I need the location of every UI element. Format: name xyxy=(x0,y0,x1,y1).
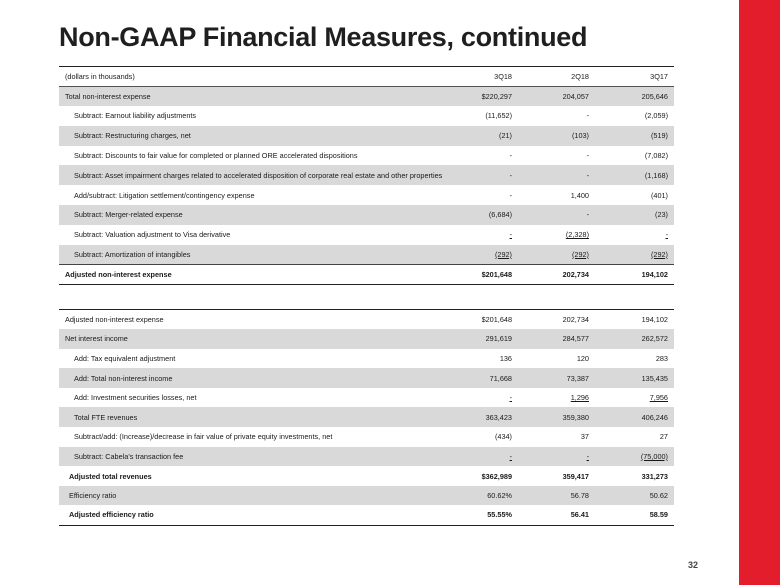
cell-3q18: - xyxy=(509,151,512,161)
table-header-row xyxy=(59,67,674,87)
cell-3q18: - xyxy=(434,165,518,185)
table-row xyxy=(59,126,674,146)
cell-2q18: 56.41 xyxy=(570,510,589,520)
row-label: Subtract: Valuation adjustment to Visa derivative xyxy=(74,230,231,240)
cell-3q18: 291,619 xyxy=(434,329,518,349)
table-total-row xyxy=(59,264,674,284)
underlined-value: - xyxy=(665,230,668,240)
table-total-row xyxy=(59,505,674,525)
row-label: Subtract: Restructuring charges, net xyxy=(59,126,434,146)
cell-2q18: - xyxy=(518,165,595,185)
cell-3q17: (23) xyxy=(595,205,674,225)
cell-2q18: - xyxy=(518,205,595,225)
row-label: Subtract/add: (Increase)/decrease in fair value of private equity investments, net xyxy=(74,432,333,442)
cell-2q18: - xyxy=(586,151,589,161)
underlined-value: (75,000) xyxy=(640,451,668,461)
cell-2q18 xyxy=(518,245,595,265)
page-number: 32 xyxy=(688,560,699,570)
cell-3q17: 50.62 xyxy=(595,486,674,506)
table-row xyxy=(59,349,674,369)
underlined-value: - xyxy=(586,451,589,461)
column-header-3q18: 3Q18 xyxy=(434,67,518,87)
cell-2q18: 1,400 xyxy=(570,190,589,200)
table-row xyxy=(59,388,674,408)
underlined-value: (292) xyxy=(571,249,589,259)
cell-3q18 xyxy=(434,447,518,467)
cell-3q17: (2,059) xyxy=(644,111,668,121)
row-label: Adjusted non-interest expense xyxy=(59,264,434,284)
underlined-value: (2,328) xyxy=(565,230,589,240)
table-row xyxy=(59,368,674,388)
table-row xyxy=(59,310,674,330)
row-label: Adjusted non-interest expense xyxy=(65,315,164,325)
table-row xyxy=(59,205,674,225)
cell-3q18: 71,668 xyxy=(434,368,518,388)
underlined-value: 7,956 xyxy=(649,393,668,403)
cell-3q18: (6,684) xyxy=(434,205,518,225)
cell-3q18: $201,648 xyxy=(481,315,512,325)
cell-2q18: 120 xyxy=(576,353,589,363)
row-label: Subtract: Merger-related expense xyxy=(59,205,434,225)
efficiency-ratio-table xyxy=(59,309,674,526)
cell-3q17: 262,572 xyxy=(595,329,674,349)
cell-2q18: (103) xyxy=(518,126,595,146)
row-label: Add: Total non-interest income xyxy=(59,368,434,388)
underlined-value: - xyxy=(509,230,512,240)
row-label: Subtract: Earnout liability adjustments xyxy=(74,111,197,121)
cell-3q18 xyxy=(434,245,518,265)
row-label: Add: Tax equivalent adjustment xyxy=(74,353,176,363)
cell-3q17: 194,102 xyxy=(595,264,674,284)
table-row xyxy=(59,407,674,427)
cell-3q17: 283 xyxy=(655,353,668,363)
cell-3q18: 136 xyxy=(499,353,512,363)
cell-3q17: 27 xyxy=(659,432,668,442)
cell-3q18: (434) xyxy=(494,432,512,442)
cell-3q18: (21) xyxy=(434,126,518,146)
non-interest-expense-table xyxy=(59,66,674,285)
table-row xyxy=(59,146,674,166)
accent-side-bar xyxy=(739,0,780,585)
table-row xyxy=(59,106,674,126)
cell-3q17: 331,273 xyxy=(641,471,668,481)
cell-2q18: 202,734 xyxy=(518,264,595,284)
row-label: Adjusted efficiency ratio xyxy=(69,510,154,520)
cell-3q18 xyxy=(434,225,518,245)
cell-2q18: 202,734 xyxy=(562,315,589,325)
cell-3q17: (1,168) xyxy=(595,165,674,185)
cell-2q18 xyxy=(518,388,595,408)
column-header-2q18: 2Q18 xyxy=(518,67,595,87)
units-label: (dollars in thousands) xyxy=(59,67,434,87)
row-label: Add/subtract: Litigation settlement/contingency expense xyxy=(74,190,255,200)
cell-2q18: 284,577 xyxy=(518,329,595,349)
cell-3q17: 205,646 xyxy=(595,86,674,106)
row-label: Total FTE revenues xyxy=(59,407,434,427)
cell-3q17: (401) xyxy=(650,190,668,200)
cell-3q17 xyxy=(595,447,674,467)
row-label: Subtract: Discounts to fair value for completed or planned ORE accelerated dispositions xyxy=(74,151,358,161)
row-label: Subtract: Cabela's transaction fee xyxy=(59,447,434,467)
cell-3q17: 194,102 xyxy=(641,315,668,325)
page-title: Non-GAAP Financial Measures, continued xyxy=(59,22,588,52)
row-label: Subtract: Asset impairment charges related to accelerated disposition of corporate real estate and other properties xyxy=(59,165,434,185)
cell-3q17: 406,246 xyxy=(595,407,674,427)
underlined-value: (292) xyxy=(650,249,668,259)
cell-3q18: (11,652) xyxy=(485,111,512,121)
cell-3q18: 363,423 xyxy=(434,407,518,427)
cell-3q18 xyxy=(434,388,518,408)
table-total-row xyxy=(59,466,674,486)
row-label: Total non-interest expense xyxy=(59,86,434,106)
row-label: Efficiency ratio xyxy=(59,486,434,506)
table-row xyxy=(59,329,674,349)
cell-2q18 xyxy=(518,225,595,245)
underlined-value: - xyxy=(509,393,512,403)
cell-2q18: 56.78 xyxy=(518,486,595,506)
cell-2q18: 204,057 xyxy=(518,86,595,106)
column-header-3q17: 3Q17 xyxy=(595,67,674,87)
cell-3q17 xyxy=(595,245,674,265)
table-row xyxy=(59,86,674,106)
cell-3q18: $362,989 xyxy=(481,471,512,481)
cell-3q17: (7,082) xyxy=(644,151,668,161)
underlined-value: (292) xyxy=(494,249,512,259)
table-row xyxy=(59,427,674,447)
table-row xyxy=(59,225,674,245)
cell-3q18: - xyxy=(509,190,512,200)
table-row xyxy=(59,165,674,185)
row-label: Add: Investment securities losses, net xyxy=(74,393,197,403)
cell-2q18: 359,417 xyxy=(562,471,589,481)
table-row xyxy=(59,185,674,205)
cell-2q18: 37 xyxy=(580,432,589,442)
cell-3q18: 55.55% xyxy=(487,510,512,520)
row-label: Subtract: Amortization of intangibles xyxy=(59,245,434,265)
underlined-value: 1,296 xyxy=(570,393,589,403)
cell-3q17 xyxy=(595,388,674,408)
cell-2q18 xyxy=(518,447,595,467)
table-row xyxy=(59,486,674,506)
cell-3q17 xyxy=(595,225,674,245)
row-label: Net interest income xyxy=(59,329,434,349)
cell-3q17: 135,435 xyxy=(595,368,674,388)
table-row xyxy=(59,245,674,265)
cell-3q18: $201,648 xyxy=(434,264,518,284)
cell-3q17: 58.59 xyxy=(649,510,668,520)
cell-2q18: - xyxy=(586,111,589,121)
table-row xyxy=(59,447,674,467)
cell-3q18: 60.62% xyxy=(434,486,518,506)
cell-2q18: 73,387 xyxy=(518,368,595,388)
cell-3q18: $220,297 xyxy=(434,86,518,106)
row-label: Adjusted total revenues xyxy=(69,471,152,481)
cell-3q17: (519) xyxy=(595,126,674,146)
cell-2q18: 359,380 xyxy=(518,407,595,427)
underlined-value: - xyxy=(509,451,512,461)
